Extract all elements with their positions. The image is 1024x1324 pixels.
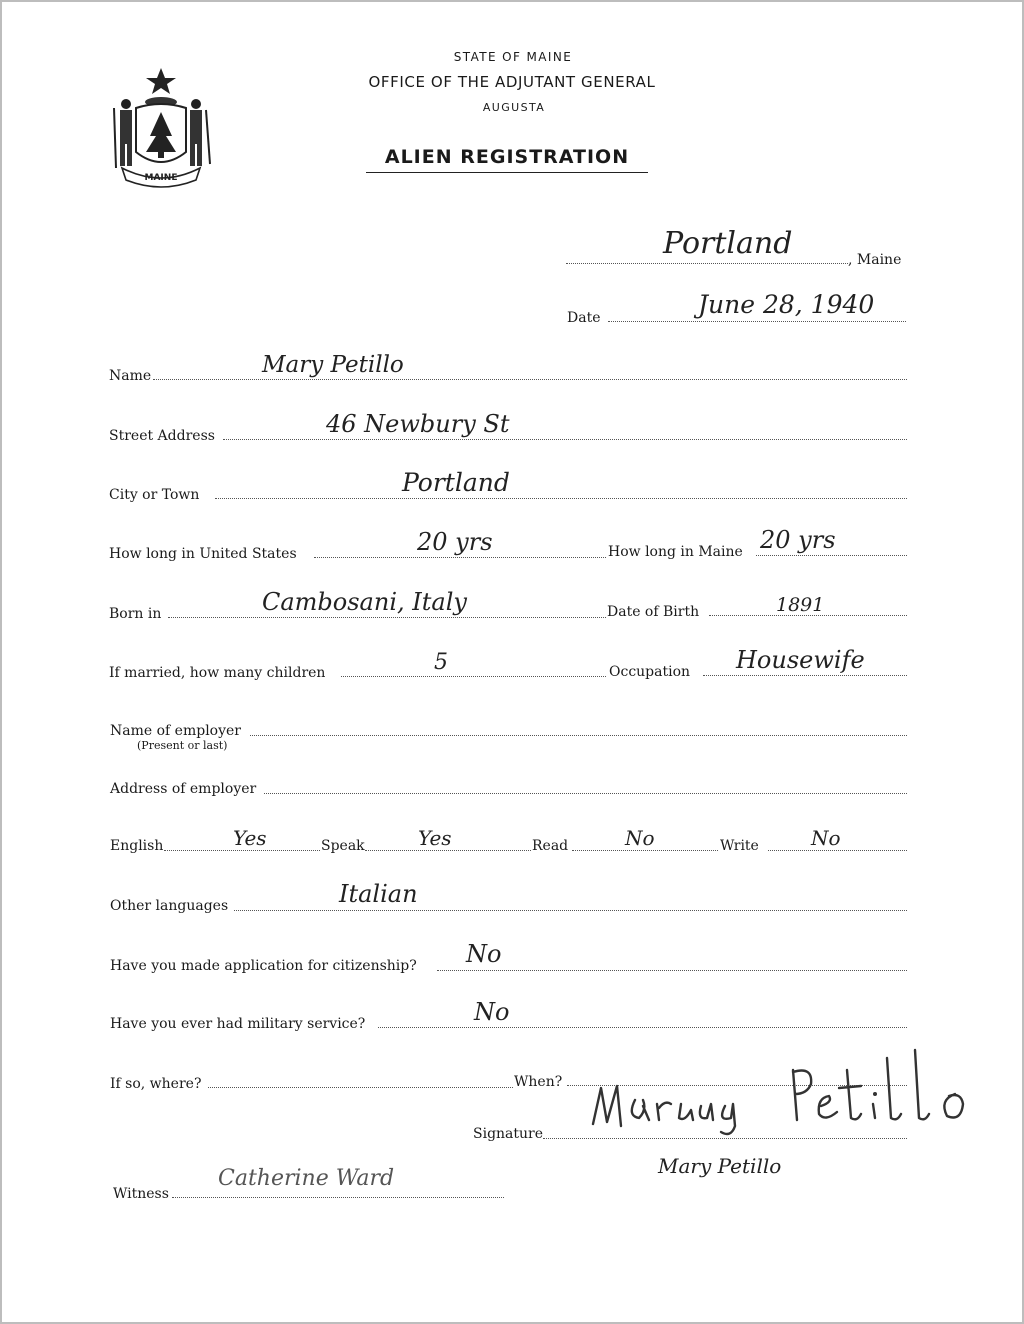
military-value: No (474, 998, 510, 1026)
us-time-line (314, 557, 606, 558)
name-label: Name (109, 368, 152, 384)
citizenship-value: No (466, 940, 502, 968)
witness-label: Witness (113, 1186, 169, 1202)
maine-time-line (756, 555, 907, 556)
speak-line (365, 850, 531, 851)
signature-label: Signature (473, 1126, 544, 1142)
born-line (168, 617, 606, 618)
citizenship-line (437, 970, 907, 971)
read-line (572, 850, 718, 851)
date-value: June 28, 1940 (698, 290, 875, 319)
occupation-label: Occupation (609, 664, 691, 680)
place-line (566, 263, 848, 264)
where-label: If so, where? (110, 1076, 202, 1092)
form-title: ALIEN REGISTRATION (366, 146, 648, 173)
seal-banner-text: MAINE (144, 173, 178, 183)
office-heading: OFFICE OF THE ADJUTANT GENERAL (368, 73, 656, 91)
write-line (768, 850, 907, 851)
born-value: Cambosani, Italy (262, 588, 467, 616)
english-label: English (110, 838, 164, 854)
date-label: Date (567, 310, 601, 326)
witness-value: Catherine Ward (218, 1166, 395, 1191)
maine-label: , Maine (848, 252, 902, 268)
other-languages-value: Italian (339, 880, 418, 908)
witness-line (172, 1197, 504, 1198)
street-value: 46 Newbury St (326, 410, 510, 438)
occupation-line (703, 675, 907, 676)
date-line (608, 321, 906, 322)
other-languages-label: Other languages (110, 898, 229, 914)
city-value: Portland (402, 468, 510, 497)
write-value: No (811, 826, 841, 850)
employer-address-line (264, 793, 907, 794)
english-line (164, 850, 320, 851)
city-label: City or Town (109, 487, 200, 503)
city-heading: AUGUSTA (482, 101, 546, 114)
name-value: Mary Petillo (262, 352, 404, 378)
employer-address-label: Address of employer (110, 781, 257, 797)
military-line (378, 1027, 907, 1028)
maine-time-label: How long in Maine (608, 544, 743, 560)
us-time-label: How long in United States (109, 546, 297, 562)
occupation-value: Housewife (736, 646, 865, 674)
citizenship-label: Have you made application for citizenship? (110, 958, 417, 974)
where-line (208, 1087, 513, 1088)
other-languages-line (234, 910, 907, 911)
state-heading: STATE OF MAINE (453, 50, 573, 64)
dob-value: 1891 (776, 594, 825, 616)
military-label: Have you ever had military service? (110, 1016, 366, 1032)
employer-label: Name of employer (110, 723, 241, 739)
english-value: Yes (233, 826, 267, 850)
city-line (215, 498, 907, 499)
street-line (223, 439, 907, 440)
signature-image (585, 1030, 1005, 1140)
maine-time-value: 20 yrs (760, 526, 836, 554)
name-line (153, 379, 907, 380)
children-label: If married, how many children (109, 665, 326, 681)
employer-note: (Present or last) (137, 739, 228, 752)
read-label: Read (532, 838, 569, 854)
children-line (341, 676, 606, 677)
street-label: Street Address (109, 428, 215, 444)
born-label: Born in (109, 606, 162, 622)
write-label: Write (720, 838, 759, 854)
read-value: No (625, 826, 655, 850)
employer-line (250, 735, 907, 736)
dob-label: Date of Birth (607, 604, 700, 620)
children-value: 5 (434, 650, 448, 675)
us-time-value: 20 yrs (417, 528, 493, 556)
when-label: When? (514, 1074, 563, 1090)
signature-printed-name: Mary Petillo (658, 1154, 782, 1178)
speak-label: Speak (321, 838, 365, 854)
place-value: Portland (663, 226, 793, 261)
speak-value: Yes (418, 826, 452, 850)
